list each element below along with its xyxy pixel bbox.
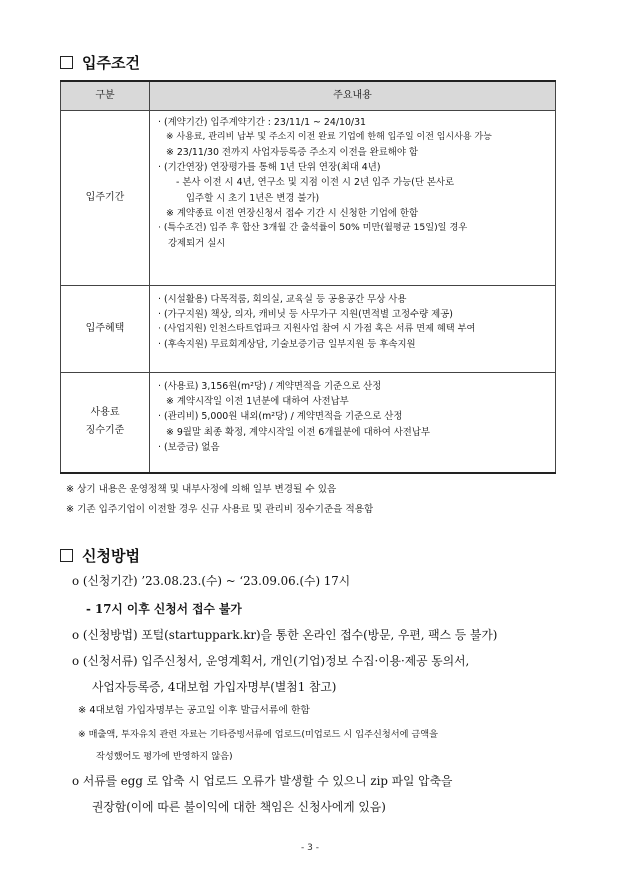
note-line: ※ 상기 내용은 운영정책 및 내부사정에 의해 일부 변경될 수 있음 <box>66 484 337 495</box>
content-line: · (특수조건) 입주 후 합산 3개월 간 출석률이 50% 미만(월평균 15일)일 경우 <box>158 221 468 233</box>
checkbox-square-icon <box>60 549 73 562</box>
method-line: 권장함(이에 따른 불이익에 대한 책임은 신청사에게 있음) <box>92 800 386 814</box>
table-header-row <box>61 81 556 111</box>
header-category: 구분 <box>61 81 150 111</box>
section-title-text: 입주조건 <box>82 54 140 72</box>
table-row-fees <box>61 373 556 473</box>
row-label-fees-line2: 징수기준 <box>85 425 125 437</box>
row-label-fees-line1: 사용료 <box>90 407 120 419</box>
content-line: ※ 계약시작일 이전 1년분에 대하여 사전납부 <box>166 396 349 408</box>
row-content-period <box>150 111 556 286</box>
content-line: 입주할 시 초기 1년은 변경 불가) <box>186 192 320 204</box>
method-line: o 서류를 egg 로 압축 시 업로드 오류가 발생할 수 있으니 zip 파일 압축을 <box>72 774 453 788</box>
method-line: 사업자등록증, 4대보험 가입자명부(별첨1 참고) <box>92 680 337 694</box>
content-line: · (보증금) 없음 <box>158 441 220 453</box>
header-main-content: 주요내용 <box>150 81 556 111</box>
method-line: - 17시 이후 신청서 접수 불가 <box>86 602 242 616</box>
method-line: o (신청기간) ’23.08.23.(수) ~ ‘23.09.06.(수) 17시 <box>72 574 351 588</box>
content-line: ※ 사용료, 관리비 납부 및 주소지 이전 완료 기업에 한해 입주일 이전 임시사용 가능 <box>166 132 492 143</box>
method-line: 작성했어도 평가에 반영하지 않음) <box>96 751 233 762</box>
row-label-benefits: 입주혜택 <box>61 286 150 373</box>
content-line: · (후속지원) 무료회계상담, 기술보증기금 일부지원 등 후속지원 <box>158 339 416 351</box>
content-line: - 본사 이전 시 4년, 연구소 및 지점 이전 시 2년 입주 가능(단 본사로 <box>176 177 455 189</box>
content-line: · (시설활용) 다목적룸, 회의실, 교육실 등 공용공간 무상 사용 <box>158 294 407 305</box>
table-row-period <box>61 111 556 286</box>
row-content-fees <box>150 373 556 473</box>
section-title-application <box>60 545 140 566</box>
content-line: ※ 계약종료 이전 연장신청서 접수 기간 시 신청한 기업에 한함 <box>166 207 419 219</box>
content-line: · (가구지원) 책상, 의자, 캐비닛 등 사무가구 지원(면적별 고정수량 제공) <box>158 309 453 321</box>
content-line: ※ 9월말 최종 확정, 계약시작일 이전 6개월분에 대하여 사전납부 <box>166 426 430 438</box>
table-row-benefits <box>61 286 556 373</box>
section-title-conditions <box>60 52 140 73</box>
row-content-benefits <box>150 286 556 373</box>
checkbox-square-icon <box>60 56 73 69</box>
section-title-text: 신청방법 <box>82 547 140 565</box>
content-line: · (계약기간) 입주계약기간 : 23/11/1 ~ 24/10/31 <box>158 117 366 128</box>
method-line: ※ 4대보험 가입자명부는 공고일 이후 발급서류에 한함 <box>78 705 310 716</box>
table-notes <box>66 480 373 520</box>
content-line: · (사업지원) 인천스타트업파크 지원사업 참여 시 가점 혹은 서류 면제 혜택 부여 <box>158 323 476 335</box>
method-line: o (신청서류) 입주신청서, 운영계획서, 개인(기업)정보 수집·이용·제공 동의서, <box>72 654 470 668</box>
content-line: · (사용료) 3,156원(m²당) / 계약면적을 기준으로 산정 <box>158 381 382 392</box>
method-line: o (신청방법) 포털(startuppark.kr)을 통한 온라인 접수(방문, 우편, 팩스 등 불가) <box>72 628 498 642</box>
conditions-table <box>60 80 556 474</box>
content-line: · (관리비) 5,000원 내외(m²당) / 계약면적을 기준으로 산정 <box>158 411 403 423</box>
row-label-period: 입주기간 <box>61 111 150 286</box>
note-line: ※ 기존 입주기업이 이전할 경우 신규 사용료 및 관리비 징수기준을 적용함 <box>66 504 374 515</box>
page-number: - 3 - <box>301 843 319 853</box>
row-label-fees <box>61 373 150 473</box>
method-line: ※ 매출액, 투자유치 관련 자료는 기타증빙서류에 업로드(미업로드 시 입주신청서에 금액을 <box>78 729 438 740</box>
content-line: 강제퇴거 실시 <box>168 237 226 249</box>
content-line: · (기간연장) 연장평가를 통해 1년 단위 연장(최대 4년) <box>158 162 381 174</box>
content-line: ※ 23/11/30 전까지 사업자등록증 주소지 이전을 완료해야 함 <box>166 146 418 158</box>
